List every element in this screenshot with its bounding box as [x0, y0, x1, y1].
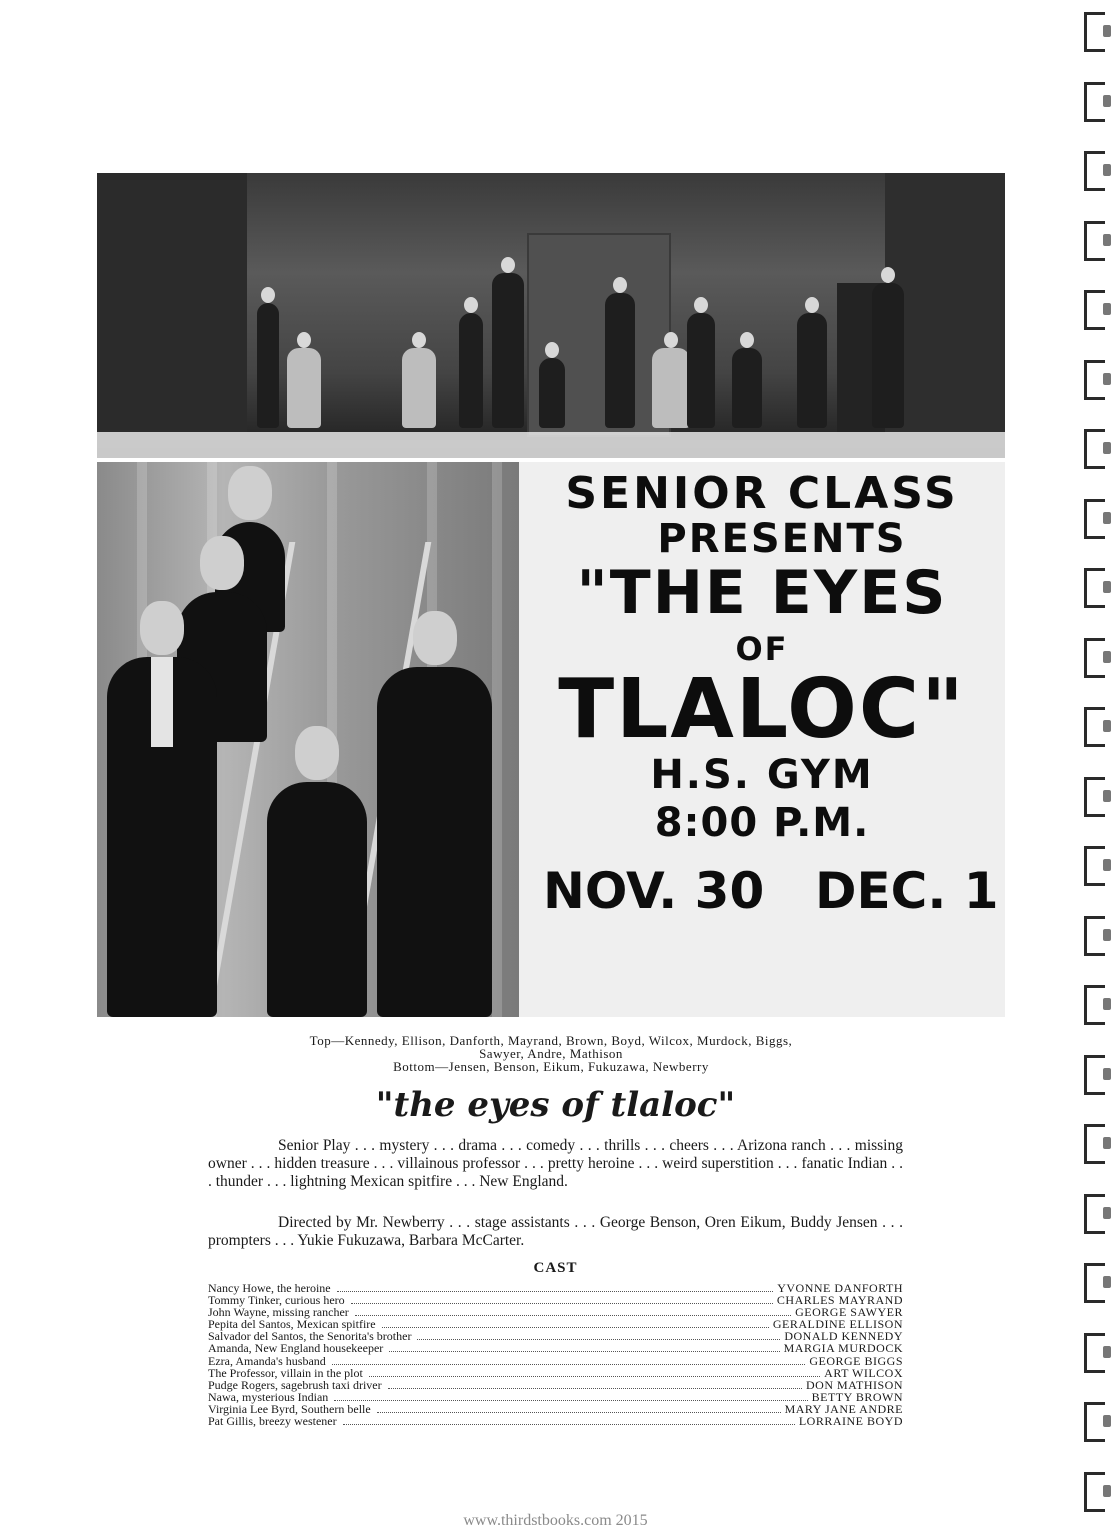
cast-leader-dots	[334, 1400, 807, 1401]
stage-figure	[652, 348, 690, 428]
credits-paragraph: Directed by Mr. Newberry . . . stage assistants . . . George Benson, Oren Eikum, Buddy Jensen . . . prompters . . . Yukie Fukuzawa, Barbara McCarter.	[208, 1214, 903, 1249]
stage-figure	[459, 313, 483, 428]
binding-ring	[1084, 360, 1105, 400]
stage-photo	[97, 173, 1005, 458]
poster-venue: H.S. GYM	[650, 752, 874, 798]
spiral-binding	[1071, 0, 1111, 1536]
cast-leader-dots	[343, 1424, 795, 1425]
cast-role: Pepita del Santos, Mexican spitfire	[208, 1317, 376, 1332]
play-title: "the eyes of tlaloc"	[375, 1085, 736, 1125]
binding-ring	[1084, 151, 1105, 191]
binding-ring	[1084, 916, 1105, 956]
cast-leader-dots	[337, 1291, 774, 1292]
binding-ring	[1084, 707, 1105, 747]
cast-leader-dots	[355, 1315, 791, 1316]
caption-bottom: Bottom—Jensen, Benson, Eikum, Fukuzawa, Newberry	[393, 1059, 709, 1074]
cast-role: Pudge Rogers, sagebrush taxi driver	[208, 1377, 382, 1392]
cast-photo	[97, 462, 519, 1017]
cast-role: Pat Gillis, breezy westener	[208, 1414, 337, 1429]
binding-ring	[1084, 1124, 1105, 1164]
stage-floor	[97, 432, 1005, 458]
binding-ring	[1084, 1194, 1105, 1234]
stage-figure	[687, 313, 715, 428]
cast-row	[208, 1342, 903, 1354]
binding-ring	[1084, 1472, 1105, 1512]
stage-figure	[492, 273, 524, 428]
cast-role: Salvador del Santos, the Senorita's brother	[208, 1329, 412, 1344]
binding-ring	[1084, 985, 1105, 1025]
cast-role: Nawa, mysterious Indian	[208, 1389, 329, 1404]
cast-actor: GERALDINE ELLISON	[772, 1317, 903, 1332]
cast-leader-dots	[388, 1388, 802, 1389]
binding-ring	[1084, 846, 1105, 886]
description-paragraph: Senior Play . . . mystery . . . drama . . . comedy . . . thrills . . . cheers . . . Arizona ranch . . . missing owner . . . hidden treasure . . . villainous professor . . . pretty heroine . . . weird superstition . . . fanatic Indian . . . thunder . . . lightning Mexican spitfire . . . New England.	[208, 1137, 903, 1190]
stage-figure	[287, 348, 321, 428]
poster-card	[519, 462, 1005, 1017]
stage-figure	[402, 348, 436, 428]
cast-leader-dots	[369, 1376, 820, 1377]
stage-figure	[539, 358, 565, 428]
stage-wall-left	[97, 173, 247, 433]
cast-actor: CHARLES MAYRAND	[776, 1293, 903, 1308]
cast-actor: GEORGE SAWYER	[795, 1305, 903, 1320]
cast-actor: ART WILCOX	[824, 1365, 903, 1380]
cast-leader-dots	[351, 1303, 773, 1304]
cast-role: Ezra, Amanda's husband	[208, 1353, 326, 1368]
stage-figure	[257, 303, 279, 428]
binding-ring	[1084, 290, 1105, 330]
binding-ring	[1084, 638, 1105, 678]
stage-figure	[872, 283, 904, 428]
person-right	[377, 667, 492, 1017]
person-seated	[267, 782, 367, 1017]
binding-ring	[1084, 777, 1105, 817]
cast-row	[208, 1415, 903, 1427]
cast-leader-dots	[382, 1327, 769, 1328]
curtain-fold	[492, 462, 502, 1017]
cast-actor: DONALD KENNEDY	[784, 1329, 903, 1344]
stage-figure	[605, 293, 635, 428]
stage-figure	[797, 313, 827, 428]
binding-ring	[1084, 1333, 1105, 1373]
poster-presents: PRESENTS	[657, 516, 907, 562]
poster-tlaloc: TLALOC"	[558, 662, 966, 757]
cast-leader-dots	[389, 1351, 779, 1352]
binding-ring	[1084, 1402, 1105, 1442]
cast-role: Amanda, New England housekeeper	[208, 1341, 384, 1356]
cast-role: The Professor, villain in the plot	[208, 1365, 363, 1380]
person-left	[107, 657, 217, 1017]
binding-ring	[1084, 221, 1105, 261]
cast-role: Virginia Lee Byrd, Southern belle	[208, 1401, 371, 1416]
poster-of: OF	[735, 630, 789, 668]
cast-role: John Wayne, missing rancher	[208, 1305, 349, 1320]
binding-ring	[1084, 568, 1105, 608]
cast-list	[208, 1282, 903, 1427]
cast-actor: LORRAINE BOYD	[798, 1414, 903, 1429]
cast-actor: GEORGE BIGGS	[809, 1353, 903, 1368]
cast-role: Nancy Howe, the heroine	[208, 1281, 331, 1295]
cast-role: Tommy Tinker, curious hero	[208, 1293, 345, 1308]
binding-ring	[1084, 12, 1105, 52]
cast-actor: BETTY BROWN	[811, 1389, 903, 1404]
cast-leader-dots	[417, 1339, 780, 1340]
poster-date-dec: DEC. 1	[815, 862, 999, 920]
poster-the-eyes: "THE EYES	[576, 558, 948, 628]
caption-top-line-1: Top—Kennedy, Ellison, Danforth, Mayrand, Brown, Boyd, Wilcox, Murdock, Biggs,	[309, 1033, 793, 1048]
cast-row	[208, 1355, 903, 1367]
cast-heading: CAST	[533, 1260, 578, 1276]
cast-actor: MARY JANE ANDRE	[784, 1401, 903, 1416]
poster-senior-class: SENIOR CLASS	[565, 468, 959, 519]
binding-ring	[1084, 429, 1105, 469]
poster-date-nov: NOV. 30	[543, 862, 765, 920]
caption-top-line-2: Sawyer, Andre, Mathison	[479, 1046, 623, 1061]
cast-actor: DON MATHISON	[805, 1377, 903, 1392]
footer-url: www.thirdstbooks.com 2015	[463, 1512, 648, 1529]
cast-row	[208, 1367, 903, 1379]
cast-actor: YVONNE DANFORTH	[777, 1281, 903, 1295]
cast-leader-dots	[377, 1412, 781, 1413]
cast-leader-dots	[332, 1364, 806, 1365]
binding-ring	[1084, 82, 1105, 122]
binding-ring	[1084, 499, 1105, 539]
cast-actor: MARGIA MURDOCK	[783, 1341, 903, 1356]
poster-time: 8:00 P.M.	[654, 800, 870, 846]
stage-figure	[732, 348, 762, 428]
